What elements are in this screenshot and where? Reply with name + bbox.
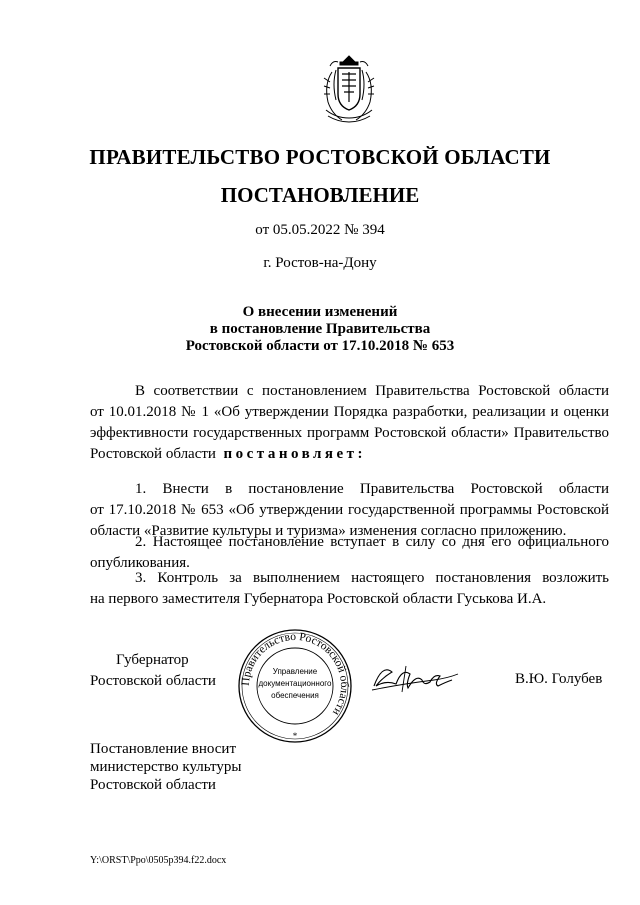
seal-ring-text: Правительство Ростовской области: [239, 630, 351, 718]
signatory-position: [90, 650, 216, 692]
note-line: министерство культуры: [90, 759, 242, 775]
item-line: 3. Контроль за выполнением настоящего постановления возложить: [135, 570, 609, 586]
resolves-word: постановляет:: [223, 446, 367, 462]
item-line: от 17.10.2018 № 653 «Об утверждении государственной программы Ростовской: [90, 502, 609, 518]
document-subject: [0, 304, 640, 355]
document-date-number: от 05.05.2022 № 394: [255, 222, 385, 238]
preamble-line: эффективности государственных программ Ростовской области» Правительство: [90, 425, 609, 441]
seal-inner-line: обеспечения: [271, 691, 319, 700]
coat-of-arms-icon: [318, 52, 380, 126]
handwritten-signature: [370, 660, 460, 696]
subject-line: О внесении изменений: [242, 304, 398, 320]
preamble-paragraph: [90, 381, 609, 465]
preamble-line: Ростовской области: [90, 446, 216, 462]
note-line: Ростовской области: [90, 777, 216, 793]
subject-line: в постановление Правительства: [209, 321, 431, 337]
government-title: ПРАВИТЕЛЬСТВО РОСТОВСКОЙ ОБЛАСТИ: [89, 145, 551, 169]
position-line: Ростовской области: [90, 673, 216, 689]
item-line: 2. Настоящее постановление вступает в силу со дня его официального: [135, 534, 609, 550]
file-path-footer: Y:\ORST\Ppo\0505p394.f22.docx: [90, 855, 227, 866]
preamble-line: В соответствии с постановлением Правительства Ростовской области: [135, 383, 609, 399]
subject-line: Ростовской области от 17.10.2018 № 653: [185, 338, 455, 354]
seal-inner-line: документационного: [258, 679, 332, 688]
item-line: 1. Внести в постановление Правительства Ростовской области: [135, 481, 609, 497]
item-line: области «Развитие культуры и туризма» изменения согласно приложению.: [90, 523, 567, 539]
position-line: Губернатор: [116, 652, 189, 668]
preamble-last-line: [90, 444, 609, 465]
item-line: на первого заместителя Губернатора Ростовской области Гуськова И.А.: [90, 591, 547, 607]
note-line: Постановление вносит: [90, 741, 237, 757]
signatory-name: В.Ю. Голубев: [515, 671, 603, 687]
document-type-title: ПОСТАНОВЛЕНИЕ: [220, 183, 420, 207]
submission-note: [90, 740, 242, 794]
item-line: опубликования.: [90, 555, 190, 571]
seal-inner-line: Управление: [272, 667, 318, 676]
item-3-paragraph: [90, 568, 609, 610]
preamble-line: от 10.01.2018 № 1 «Об утверждении Порядка разработки, реализации и оценки: [90, 404, 609, 420]
document-city: г. Ростов-на-Дону: [263, 255, 377, 271]
official-seal: [237, 628, 353, 744]
seal-star-icon: *: [292, 731, 298, 741]
